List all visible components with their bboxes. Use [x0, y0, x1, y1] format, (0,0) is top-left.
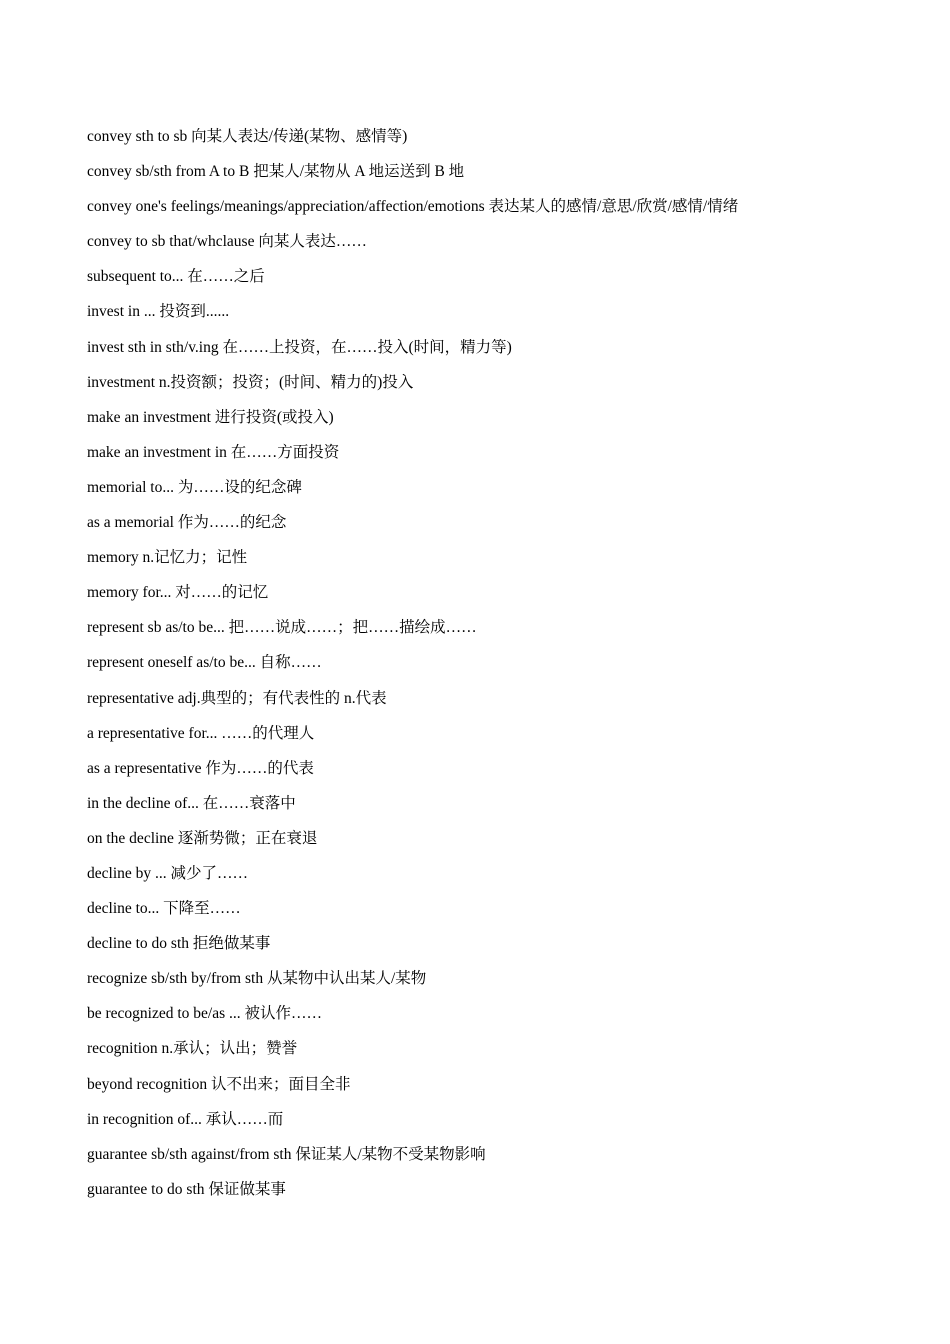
vocab-entry: invest in ... 投资到......	[87, 303, 230, 321]
vocab-entry: investment n.投资额；投资；(时间、精力的)投入	[87, 373, 414, 391]
vocab-entry: representative adj.典型的；有代表性的 n.代表	[87, 689, 387, 707]
vocab-entry: recognize sb/sth by/from sth 从某物中认出某人/某物	[87, 970, 427, 988]
vocab-entry: convey one's feelings/meanings/appreciation/affection/emotions 表达某人的感情/意思/欣赏/感情/情绪	[87, 198, 739, 216]
vocab-entry: memory n.记忆力；记性	[87, 549, 248, 567]
vocab-entry: convey sb/sth from A to B 把某人/某物从 A 地运送到 B 地	[87, 163, 465, 181]
vocab-entry: as a memorial 作为……的纪念	[87, 514, 287, 532]
vocab-entry: in recognition of... 承认……而	[87, 1110, 284, 1128]
vocab-entry: in the decline of... 在……衰落中	[87, 794, 296, 812]
vocab-entry: make an investment 进行投资(或投入)	[87, 408, 334, 426]
vocab-entry: as a representative 作为……的代表	[87, 759, 314, 777]
vocab-entry: recognition n.承认；认出；赞誉	[87, 1040, 298, 1058]
vocab-entry: subsequent to... 在……之后	[87, 268, 265, 286]
vocab-entry: be recognized to be/as ... 被认作……	[87, 1005, 323, 1023]
vocab-entry: make an investment in 在……方面投资	[87, 443, 340, 461]
vocab-entry: memorial to... 为……设的纪念碑	[87, 478, 302, 496]
vocab-entry: represent oneself as/to be... 自称……	[87, 654, 322, 672]
vocab-entry: decline to do sth 拒绝做某事	[87, 935, 271, 953]
vocab-entry: convey to sb that/whclause 向某人表达……	[87, 233, 367, 251]
vocab-entry: represent sb as/to be... 把……说成……；把……描绘成……	[87, 619, 477, 637]
vocab-entry: convey sth to sb 向某人表达/传递(某物、感情等)	[87, 128, 408, 145]
vocab-entry: decline to... 下降至……	[87, 900, 241, 918]
vocab-entry: beyond recognition 认不出来；面目全非	[87, 1075, 351, 1093]
vocab-entry: decline by ... 减少了……	[87, 864, 249, 882]
vocabulary-list	[87, 125, 907, 1213]
vocab-entry: on the decline 逐渐势微；正在衰退	[87, 829, 318, 847]
vocab-entry: guarantee to do sth 保证做某事	[87, 1180, 286, 1198]
vocab-entry: guarantee sb/sth against/from sth 保证某人/某物不受某物影响	[87, 1145, 486, 1163]
vocab-entry: invest sth in sth/v.ing 在……上投资，在……投入(时间，精力等)	[87, 338, 512, 356]
vocab-entry: memory for... 对……的记忆	[87, 584, 269, 602]
vocab-entry: a representative for... ……的代理人	[87, 724, 315, 742]
